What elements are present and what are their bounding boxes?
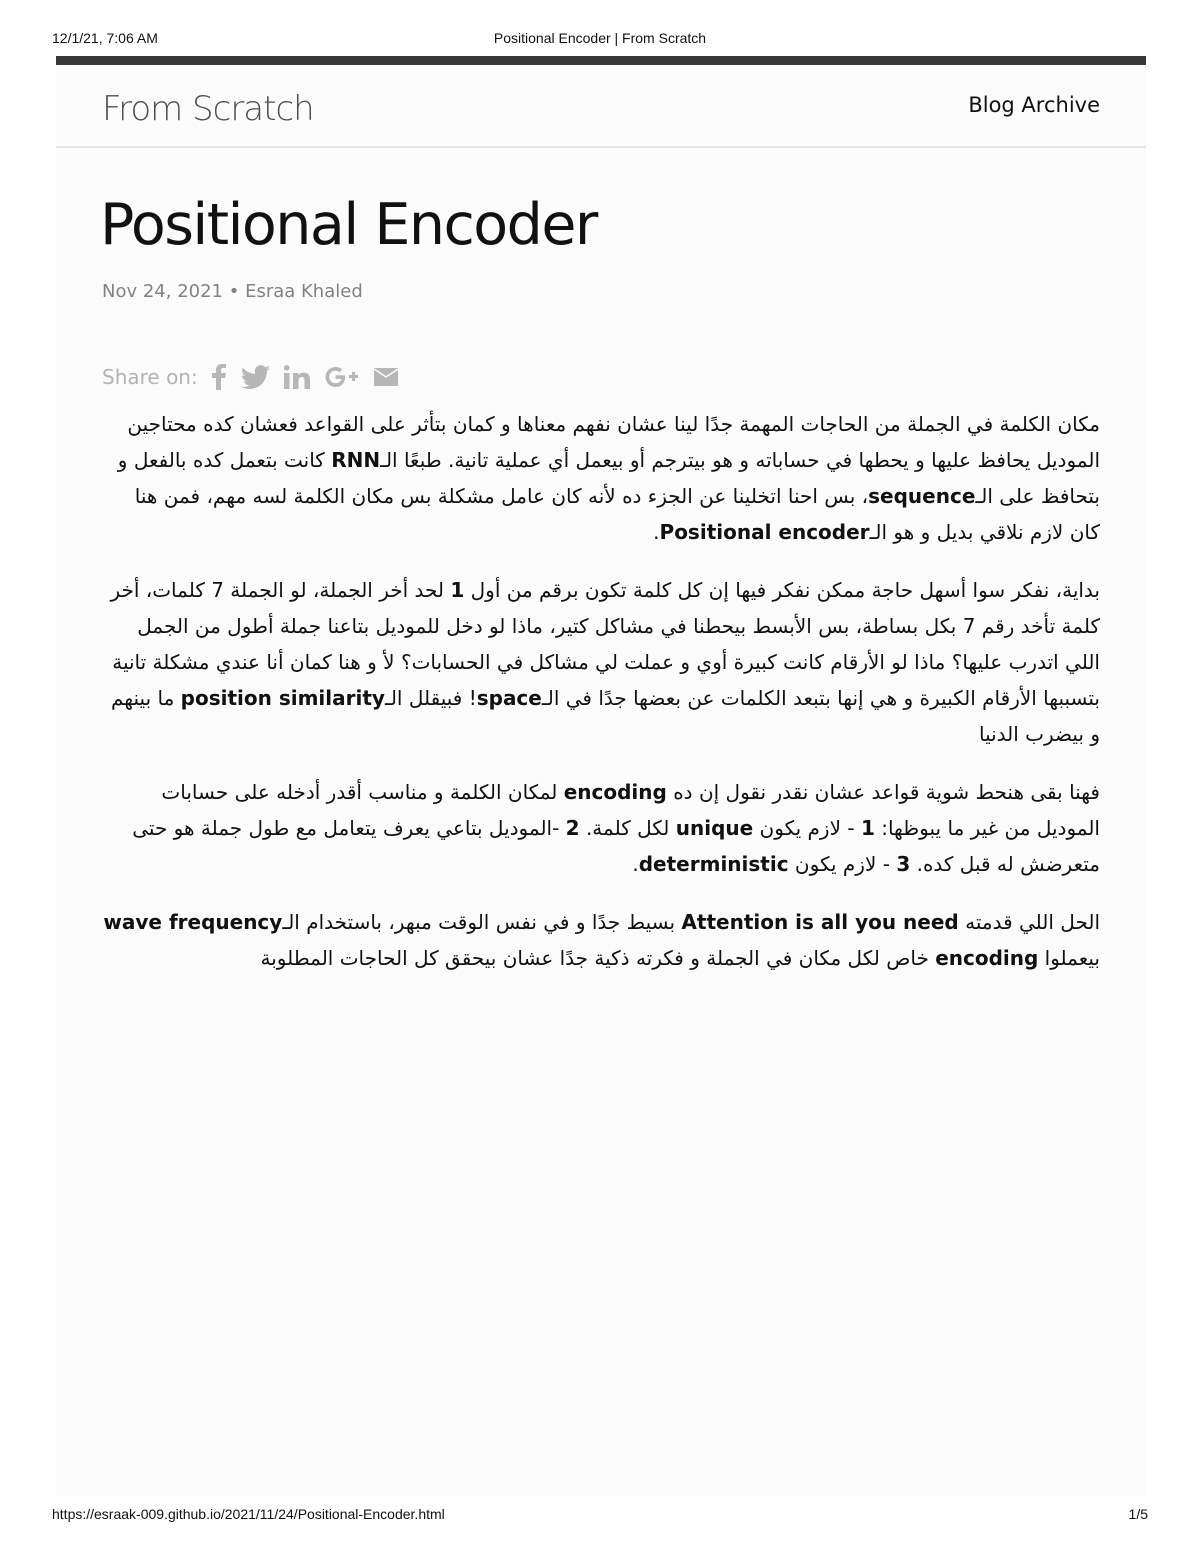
facebook-icon[interactable]	[212, 363, 226, 391]
bold-term: RNN	[331, 448, 381, 472]
print-datetime: 12/1/21, 7:06 AM	[52, 30, 158, 46]
page	[56, 56, 1146, 1496]
bold-term: wave frequency	[103, 910, 283, 934]
text-run: بيعملوا	[1038, 946, 1100, 970]
text-run: بسيط جدًا و في نفس الوقت مبهر، باستخدام الـ	[282, 910, 682, 934]
text-run: -الموديل بتاعي يعرف يتعامل مع طول جملة هو حتى متعرضش له قبل كده.	[132, 816, 1100, 876]
paragraph-4	[102, 904, 1100, 976]
paragraph-2	[102, 572, 1100, 752]
text-run: بداية، نفكر سوا أسهل حاجة ممكن نفكر فيها إن كل كلمة تكون برقم من أول	[464, 578, 1100, 602]
text-run: لحد أخر الجملة، لو الجملة 7 كلمات، أخر كلمة تأخد رقم 7 بكل بساطة، بس الأبسط بيحطنا في مشاكل كتير، ماذا لو دخل للموديل بتاعنا جملة أطول من الجمل اللي اتدرب عليها؟ ماذا لو الأرقام كانت كبيرة أوي و عملت لي مشاكل في الحسابات؟ لأ و هنا كمان أنا عندي مشكلة تانية بتسببها الأرقام الكبيرة و هي إنها بتبعد الكلمات عن بعضها جدًا في الـ	[110, 578, 1100, 710]
site-header	[56, 65, 1146, 148]
bold-term: 1	[450, 578, 465, 602]
bold-term: 1	[860, 816, 875, 840]
paragraph-3	[102, 774, 1100, 882]
paragraph-1	[102, 406, 1100, 550]
share-bar	[102, 362, 412, 392]
text-run: لمكان الكلمة و مناسب أقدر أدخله على حسابات الموديل من غير ما يبوظها:	[161, 780, 1100, 840]
bold-term: 2	[565, 816, 580, 840]
google-plus-icon[interactable]	[324, 363, 360, 391]
text-run: لكل كلمة.	[579, 816, 676, 840]
bold-term: sequence	[868, 484, 976, 508]
text-run: - لازم يكون	[788, 852, 897, 876]
bold-term: Attention is all you need	[681, 910, 959, 934]
text-run: مكان الكلمة في الجملة من الحاجات المهمة جدًا لينا عشان نفهم معناها و كمان بتأثر على القواعد فعشان كده محتاجين الموديل يحافظ عليها و يحطها في حساباته و هو بيترجم أو بيعمل أي عملية تانية. طبعًا الـ	[127, 412, 1100, 472]
linkedin-icon[interactable]	[284, 363, 310, 391]
bold-term: encoding	[935, 946, 1039, 970]
bold-term: unique	[675, 816, 754, 840]
text-run: خاص لكل مكان في الجملة و فكرته ذكية جدًا عشان بيحقق كل الحاجات المطلوبة	[260, 946, 936, 970]
post-meta: Nov 24, 2021 • Esraa Khaled	[102, 281, 363, 302]
text-run: ما بينهم و بيضرب الدنيا	[110, 686, 1100, 746]
text-run: الحل اللي قدمته	[958, 910, 1100, 934]
site-title-link[interactable]: From Scratch	[102, 89, 314, 129]
email-icon[interactable]	[374, 363, 398, 391]
text-run: كانت بتعمل كده بالفعل و بتحافظ على الـ	[117, 448, 1100, 508]
share-label: Share on:	[102, 365, 198, 389]
post-title: Positional Encoder	[100, 192, 597, 258]
bold-term: Positional encoder	[659, 520, 870, 544]
nav-blog-archive[interactable]: Blog Archive	[968, 93, 1100, 117]
top-bar	[56, 56, 1146, 65]
text-run: ! فبيقلل الـ	[384, 686, 477, 710]
bold-term: deterministic	[638, 852, 789, 876]
text-run: .	[653, 520, 660, 544]
text-run: - لازم يكون	[753, 816, 861, 840]
bold-term: encoding	[563, 780, 667, 804]
print-page-title: Positional Encoder | From Scratch	[493, 30, 707, 46]
text-run: فهنا بقى هنحط شوية قواعد عشان نقدر نقول إن ده	[666, 780, 1100, 804]
post-content	[102, 406, 1100, 998]
print-footer	[52, 1506, 1148, 1526]
text-run: .	[632, 852, 639, 876]
text-run: ، بس احنا اتخلينا عن الجزء ده لأنه كان عامل مشكلة بس مكان الكلمة لسه مهم، فمن هنا كان لازم نلاقي بديل و هو الـ	[134, 484, 1100, 544]
print-page-number: 1/5	[1128, 1506, 1148, 1522]
bold-term: 3	[896, 852, 911, 876]
bold-term: position similarity	[180, 686, 385, 710]
twitter-icon[interactable]	[240, 363, 270, 391]
print-header	[52, 30, 1148, 50]
bold-term: space	[476, 686, 542, 710]
print-url: https://esraak-009.github.io/2021/11/24/Positional-Encoder.html	[52, 1506, 445, 1522]
